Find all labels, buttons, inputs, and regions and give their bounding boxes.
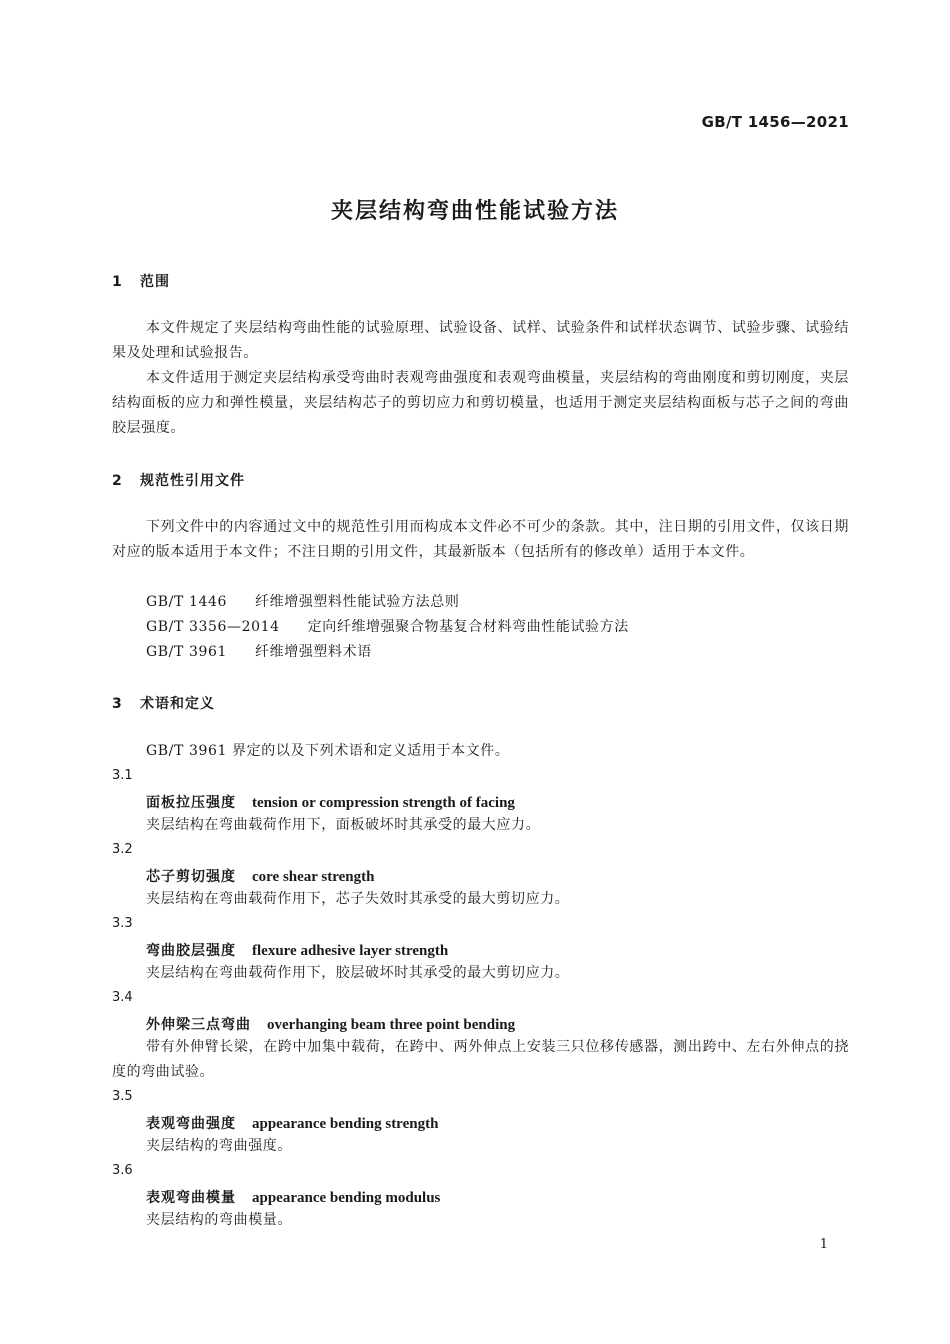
term-zh: 外伸梁三点弯曲 [146,1017,251,1033]
term-en: appearance bending modulus [252,1190,441,1206]
paragraph: 本文件规定了夹层结构弯曲性能的试验原理、试验设备、试样、试验条件和试样状态调节、试验步骤、试验结果及处理和试验报告。 [112,320,849,361]
clause-number: 3.3 [112,916,133,931]
reference-title: 定向纤维增强聚合物基复合材料弯曲性能试验方法 [307,619,629,635]
term-definition: 夹层结构在弯曲载荷作用下，面板破坏时其承受的最大应力。 [146,817,541,833]
page-number: 1 [819,1237,828,1252]
clause-number: 3.4 [112,990,133,1005]
section-number: 1 [112,274,123,290]
term-definition: 夹层结构的弯曲模量。 [146,1212,292,1228]
term-entry [146,792,515,812]
clause-number: 3.6 [112,1163,133,1178]
clause-number: 3.1 [112,768,133,783]
section-title: 规范性引用文件 [140,473,245,489]
section-heading-normative-refs [112,470,245,490]
term-definition: 夹层结构在弯曲载荷作用下，芯子失效时其承受的最大剪切应力。 [146,891,570,907]
reference-item [146,615,629,640]
reference-title: 纤维增强塑料术语 [255,644,372,660]
section-title: 术语和定义 [140,696,215,712]
term-zh: 表观弯曲模量 [146,1190,236,1206]
reference-code: GB/T 3961 [146,644,228,660]
clause-number: 3.5 [112,1089,133,1104]
reference-item [146,640,372,665]
section-heading-scope [112,271,170,291]
term-definition: 带有外伸臂长梁，在跨中加集中载荷，在跨中、两外伸点上安装三只位移传感器，测出跨中、左右外伸点的挠度的弯曲试验。 [112,1039,849,1080]
term-entry [146,1187,440,1207]
term-zh: 表观弯曲强度 [146,1116,236,1132]
reference-code: GB/T 3356—2014 [146,619,280,635]
term-en: appearance bending strength [252,1116,439,1132]
term-entry [146,1113,438,1133]
standard-number: GB/T 1456—2021 [701,113,849,131]
paragraph: 下列文件中的内容通过文中的规范性引用而构成本文件必不可少的条款。其中，注日期的引用文件，仅该日期对应的版本适用于本文件；不注日期的引用文件，其最新版本（包括所有的修改单）适用于本文件。 [112,519,849,560]
document-title: 夹层结构弯曲性能试验方法 [330,199,619,224]
term-en: tension or compression strength of facing [252,795,515,811]
section-title: 范围 [140,274,170,290]
paragraph: 本文件适用于测定夹层结构承受弯曲时表观弯曲强度和表观弯曲模量，夹层结构的弯曲刚度和剪切刚度，夹层结构面板的应力和弹性模量，夹层结构芯子的剪切应力和剪切模量，也适用于测定夹层结构面板与芯子之间的弯曲胶层强度。 [112,370,849,436]
term-en: core shear strength [252,869,375,885]
term-entry [146,1014,515,1034]
reference-title: 纤维增强塑料性能试验方法总则 [255,594,460,610]
term-definition: 夹层结构在弯曲载荷作用下，胶层破坏时其承受的最大剪切应力。 [146,965,570,981]
reference-item [146,590,459,615]
term-zh: 芯子剪切强度 [146,869,236,885]
reference-code: GB/T 1446 [146,594,228,610]
term-zh: 弯曲胶层强度 [146,943,236,959]
section-number: 3 [112,696,123,712]
term-entry [146,866,374,886]
term-en: flexure adhesive layer strength [252,943,449,959]
term-entry [146,940,448,960]
term-en: overhanging beam three point bending [267,1017,516,1033]
terms-intro: GB/T 3961 界定的以及下列术语和定义适用于本文件。 [146,743,510,759]
section-heading-terms [112,693,215,713]
term-zh: 面板拉压强度 [146,795,236,811]
clause-number: 3.2 [112,842,133,857]
term-definition: 夹层结构的弯曲强度。 [146,1138,292,1154]
section-number: 2 [112,473,123,489]
